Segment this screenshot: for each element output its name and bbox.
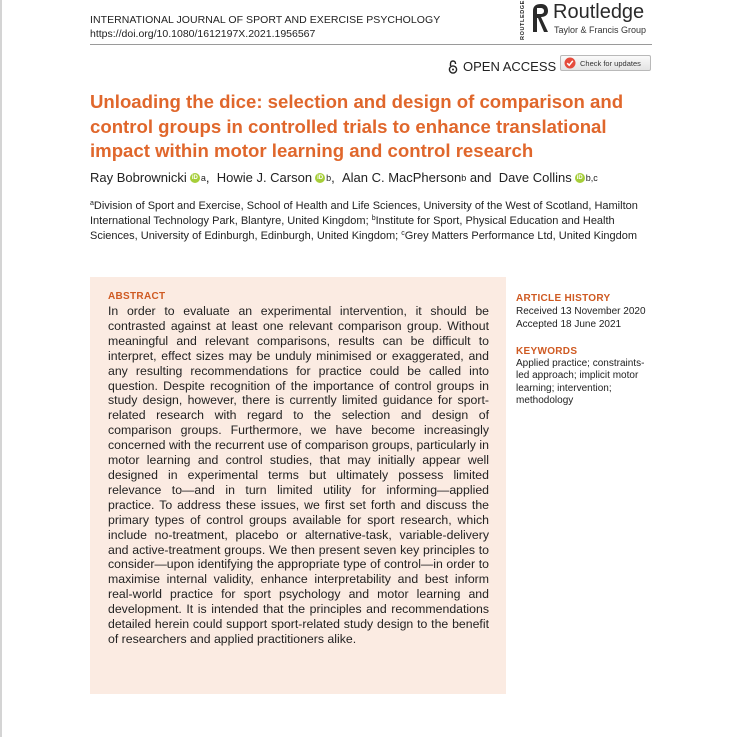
author-name[interactable]: Howie J. Carson [216,170,313,185]
open-access-text: OPEN ACCESS [463,59,557,74]
article-title: Unloading the dice: selection and design of comparison and control groups in controlled trials to enhance translational impact within motor learning and control research [90,91,624,161]
article-sidebar [516,292,656,407]
publisher-logo [520,2,660,42]
author-name[interactable]: Ray Bobrownicki [90,170,187,185]
received-date: Received 13 November 2020 [516,306,646,317]
routledge-r-icon [530,3,550,33]
check-for-updates-label: Check for updates [580,58,641,68]
abstract-text: In order to evaluate an experimental intervention, it should be contrasted against at least one relevant comparison group. Without meaningful and relevant comparisons, results can be difficult to interpret, effect sizes may be unduly minimised or exaggerated, and any resulting recommendations for practice could be called into question. Despite recognition of the importance of control groups in study design, however, there is currently limited guidance for sport-related research with regard to the selection and design of comparison groups. Furthermore, we have become increasingly concerned with the recurrent use of comparison groups, particularly in motor learning and control studies, that may initially appear well designed in experimental terms but ultimately possess limited relevance to—and in turn limited utility for informing—applied practice. To address these issues, we first set forth and discuss the primary types of control groups available for sport research, which include no-treatment, placebo or alternative-task, variable-delivery and active-treatment groups. We then present seven key principles to consider—upon identifying the appropriate type of control—in order to maximise internal validity, enhance interpretability and best inform real-world practice for sport psychology and motor learning and development. It is intended that the principles and recommendations detailed herein could support sport-related study design to the benefit of researchers and applied practitioners alike. [108,304,489,646]
author-separator: , [331,170,339,185]
open-access-label [448,59,556,74]
affiliation-text: Institute for Sport, Physical Education and Health Sciences, University of Edinburgh, Edinburgh, United Kingdom; [90,215,615,242]
orcid-icon[interactable]: iD [317,174,324,181]
affiliation-sup: a [90,200,94,207]
open-lock-icon [448,60,458,74]
affiliation-sup: b [371,215,376,222]
check-for-updates-button[interactable] [560,55,651,71]
page-left-edge [0,0,2,737]
affiliation-text: Division of Sport and Exercise, School of Health and Life Sciences, University of the West of Scotland, Hamilton International Technology Park, Blantyre, United Kingdom; [90,200,638,227]
orcid-icon[interactable]: iD [576,174,583,181]
abstract-heading: ABSTRACT [108,291,166,302]
publisher-group: Taylor & Francis Group [554,25,647,35]
orcid-icon[interactable]: iD [191,174,198,181]
keywords-text: Applied practice; constraints-led approach; implicit motor learning; intervention; methodology [516,358,645,406]
author-4: Dave Collins iD b,c [498,170,598,185]
publisher-name: Routledge [553,1,645,23]
journal-name: INTERNATIONAL JOURNAL OF SPORT AND EXERCISE PSYCHOLOGY [90,14,441,26]
header-divider [90,44,652,45]
affiliation-sup: c [401,230,405,237]
publisher-vertical-label: ROUTLEDGE [520,0,526,40]
author-name[interactable]: Alan C. MacPherson [341,170,462,185]
keywords-heading: KEYWORDS [516,346,578,357]
affiliations [90,199,655,244]
author-2: Howie J. Carson iD b , [216,170,339,185]
article-history-heading: ARTICLE HISTORY [516,293,611,304]
abstract-box [90,277,506,694]
author-separator: and [466,170,496,185]
author-name[interactable]: Dave Collins [498,170,572,185]
author-3: Alan C. MacPherson b and [341,170,496,185]
affiliation-text: Grey Matters Performance Ltd, United Kingdom [404,230,638,242]
author-separator: , [205,170,214,185]
author-list [90,170,598,185]
crossmark-icon [564,57,576,69]
journal-doi-link[interactable]: https://doi.org/10.1080/1612197X.2021.1956567 [90,28,316,40]
accepted-date: Accepted 18 June 2021 [516,319,622,330]
author-1: Ray Bobrownicki iD a , [90,170,214,185]
journal-header [90,13,440,41]
